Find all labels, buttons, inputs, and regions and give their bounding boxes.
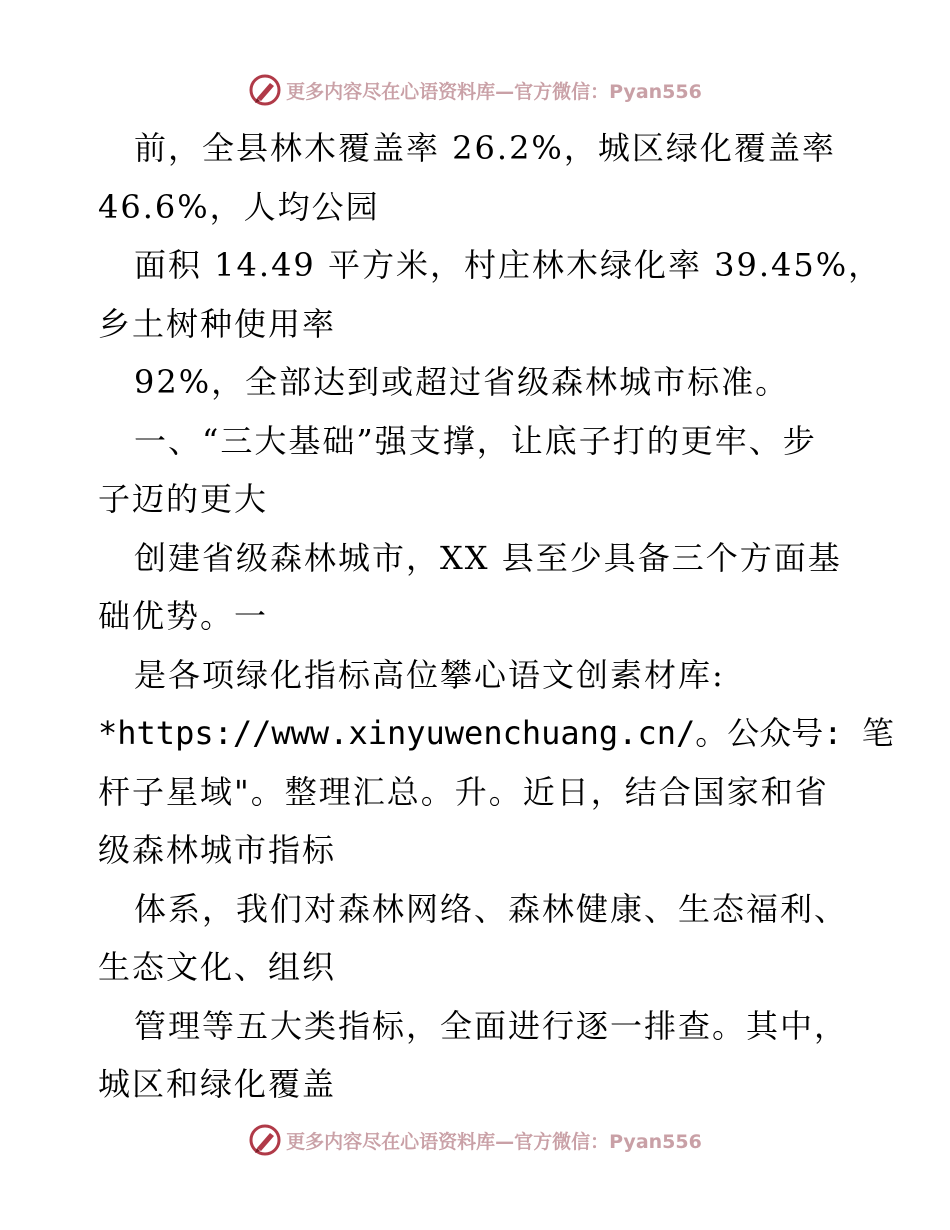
body-line: 46.6%，人均公园 [98, 187, 380, 226]
body-line: 级森林城市指标 [98, 831, 337, 869]
body-line: 92%，全部达到或超过省级森林城市标准。 [134, 363, 790, 401]
body-line: 是各项绿化指标高位攀心语文创素材库: [134, 655, 725, 694]
body-line: 面积 14.49 平方米，村庄林木绿化率 39.45%， [134, 246, 883, 284]
body-line: 乡土树种使用率 [98, 304, 337, 343]
url-line: *https://www.xinyuwenchuang.cn/。公众号: 笔 [98, 714, 894, 752]
header-banner [0, 70, 950, 110]
document-body [98, 119, 894, 1114]
section-heading-cont: 子迈的更大 [98, 480, 269, 518]
body-line: 体系，我们对森林网络、森林健康、生态福利、 [134, 889, 849, 928]
pen-logo-icon [248, 1123, 282, 1157]
body-line: 管理等五大类指标，全面进行逐一排查。其中， [134, 1006, 849, 1045]
body-line: 城区和绿化覆盖 [98, 1065, 337, 1103]
pen-logo-icon [248, 73, 282, 107]
header-banner-text: 更多内容尽在心语资料库—官方微信：Pyan556 [286, 80, 702, 103]
body-line: 前，全县林木覆盖率 26.2%，城区绿化覆盖率 [134, 129, 836, 167]
body-line: 础优势。一 [98, 597, 269, 635]
footer-banner-text: 更多内容尽在心语资料库—官方微信：Pyan556 [286, 1130, 702, 1153]
section-heading: 一、“三大基础”强支撑，让底子打的更牢、步 [134, 421, 817, 460]
body-line: 创建省级森林城市，XX 县至少具备三个方面基 [134, 538, 842, 577]
body-line: 生态文化、组织 [98, 948, 337, 986]
footer-banner [0, 1120, 950, 1160]
body-line: 杆子星域"。整理汇总。升。近日，结合国家和省 [98, 772, 829, 811]
